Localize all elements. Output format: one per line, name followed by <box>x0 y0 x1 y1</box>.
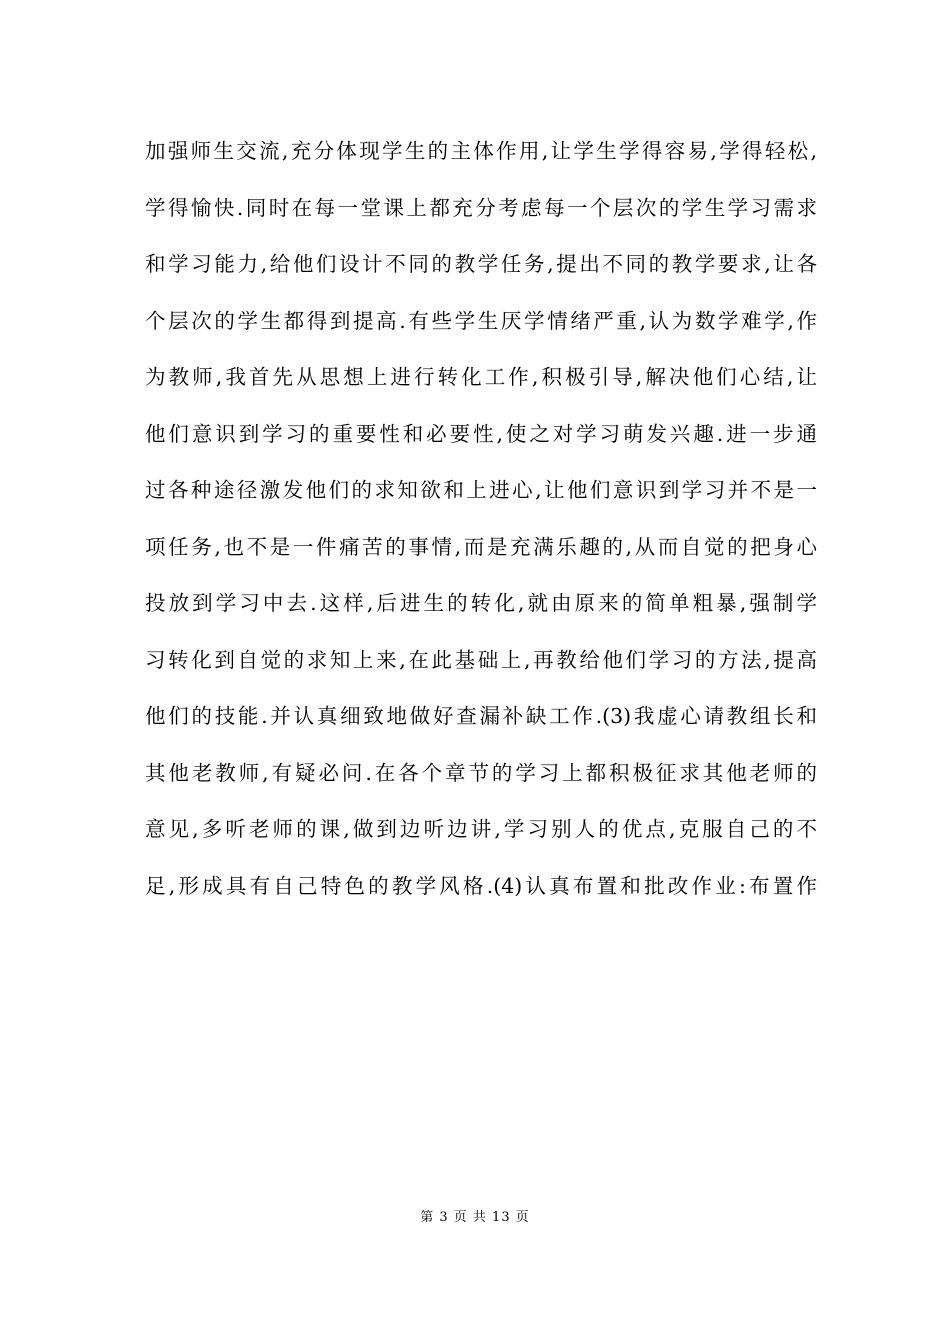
text-line-9: 投放到学习中去.这样,后进生的转化,就由原来的简单粗暴,强制学 <box>145 591 817 615</box>
text-line-2: 学得愉快.同时在每一堂课上都充分考虑每一个层次的学生学习需求 <box>145 195 817 220</box>
body-text <box>145 135 817 926</box>
text-line-6: 他们意识到学习的重要性和必要性,使之对学习萌发兴趣.进一步通 <box>145 421 817 446</box>
text-line-14: 足,形成具有自己特色的教学风格.(4)认真布置和批改作业:布置作 <box>145 873 817 898</box>
text-line-8: 项任务,也不是一件痛苦的事情,而是充满乐趣的,从而自觉的把身心 <box>145 534 817 559</box>
text-line-1: 加强师生交流,充分体现学生的主体作用,让学生学得容易,学得轻松, <box>145 139 817 163</box>
text-line-11: 他们的技能.并认真细致地做好查漏补缺工作.(3)我虚心请教组长和 <box>145 704 817 728</box>
text-line-13: 意见,多听老师的课,做到边听边讲,学习别人的优点,克服自己的不 <box>145 817 817 841</box>
text-line-5: 为教师,我首先从思想上进行转化工作,积极引导,解决他们心结,让 <box>145 365 817 389</box>
text-line-10: 习转化到自觉的求知上来,在此基础上,再教给他们学习的方法,提高 <box>145 647 817 672</box>
page-number: 第 3 页 共 13 页 <box>420 1210 530 1225</box>
text-line-7: 过各种途径激发他们的求知欲和上进心,让他们意识到学习并不是一 <box>145 478 817 502</box>
text-line-12: 其他老教师,有疑必问.在各个章节的学习上都积极征求其他老师的 <box>145 760 817 785</box>
page-footer <box>0 1209 950 1227</box>
text-line-4: 个层次的学生都得到提高.有些学生厌学情绪严重,认为数学难学,作 <box>145 308 817 333</box>
text-line-3: 和学习能力,给他们设计不同的教学任务,提出不同的教学要求,让各 <box>145 252 817 276</box>
